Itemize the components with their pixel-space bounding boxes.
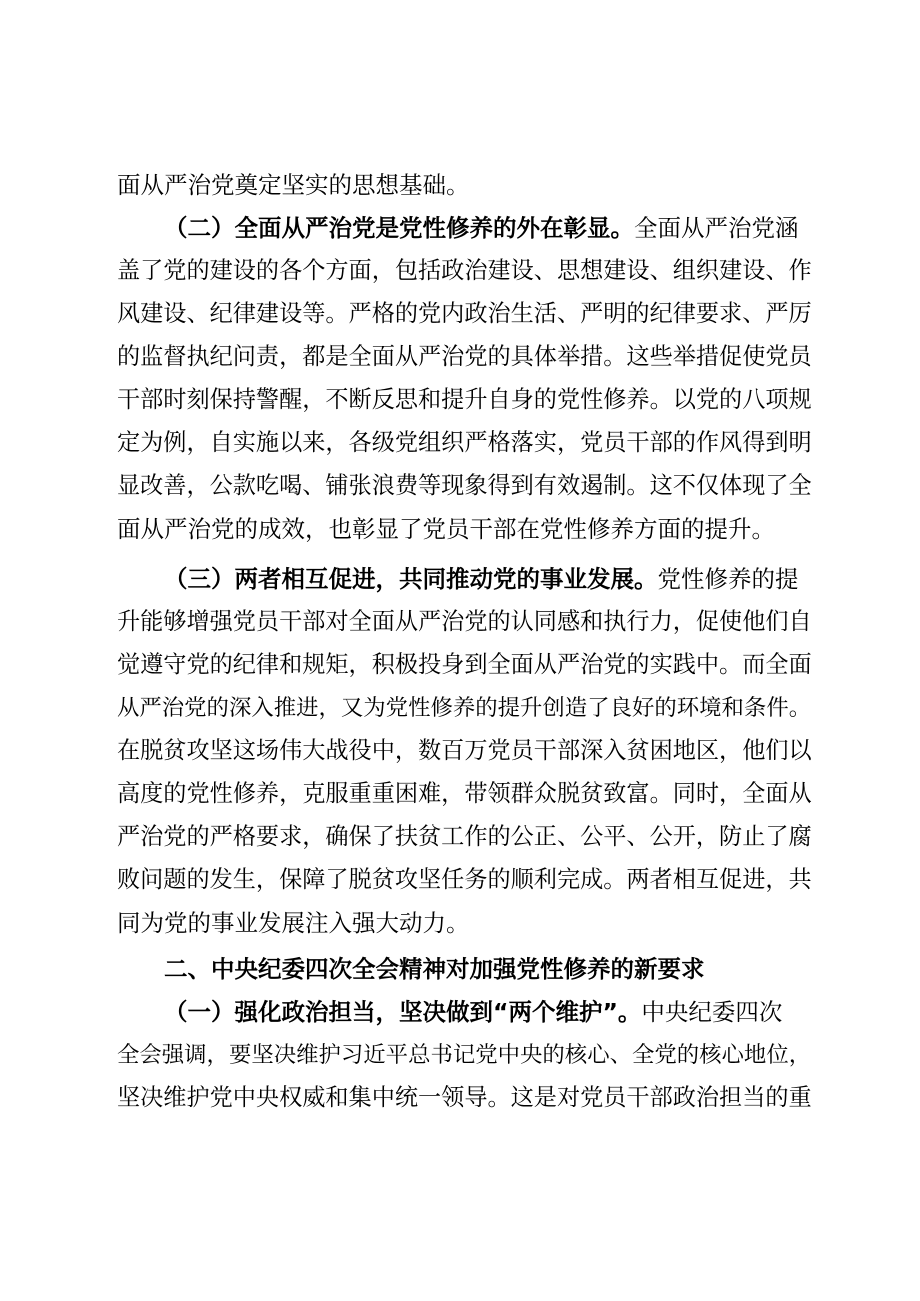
- para4-first-line: [164, 997, 782, 1027]
- intro-line: 面从严治党奠定坚实的思想基础。: [117, 171, 470, 199]
- para2-line: 风建设、纪律建设等。严格的党内政治生活、严明的纪律要求、严厉: [117, 300, 812, 327]
- para3-line: 高度的党性修养，克服重重困难，带领群众脱贫致富。同时，全面从: [117, 780, 812, 807]
- para2-first-line: [164, 213, 799, 243]
- para3-line: 严治党的严格要求，确保了扶贫工作的公正、公平、公开，防止了腐: [117, 823, 812, 850]
- para2-line: 盖了党的建设的各个方面，包括政治建设、思想建设、组织建设、作: [117, 257, 812, 284]
- para3-line: 觉遵守党的纪律和规矩，积极投身到全面从严治党的实践中。而全面: [117, 651, 812, 678]
- para2-first-tail: 全面从严治党涵: [634, 214, 799, 242]
- para3-line: 从严治党的深入推进，又为党性修养的提升创造了良好的环境和条件。: [117, 695, 812, 721]
- para2-line: 面从严治党的成效，也彰显了党员干部在党性修养方面的提升。: [117, 515, 775, 543]
- para2-line: 干部时刻保持警醒，不断反思和提升自身的党性修养。以党的八项规: [117, 386, 812, 413]
- para3-first-line: [164, 564, 799, 594]
- para4-line: 全会强调，要坚决维护习近平总书记党中央的核心、全党的核心地位，: [117, 1042, 812, 1068]
- para4-first-tail: 中央纪委四次: [641, 998, 783, 1026]
- para2-line: 显改善，公款吃喝、铺张浪费等现象得到有效遏制。这不仅体现了全: [117, 472, 812, 499]
- para3-first-tail: 党性修养的提: [657, 565, 799, 593]
- para4-lead: （一）强化政治担当，坚决做到“两个维护”。: [164, 998, 642, 1026]
- para2-lead: （二）全面从严治党是党性修养的外在彰显。: [164, 214, 634, 242]
- para3-lead: （三）两者相互促进，共同推动党的事业发展。: [164, 565, 658, 593]
- section-heading: 二、中央纪委四次全会精神对加强党性修养的新要求: [164, 955, 705, 983]
- para2-line: 的监督执纪问责，都是全面从严治党的具体举措。这些举措促使党员: [117, 343, 812, 370]
- para2-line: 定为例，自实施以来，各级党组织严格落实，党员干部的作风得到明: [117, 429, 812, 456]
- para3-line: 在脱贫攻坚这场伟大战役中，数百万党员干部深入贫困地区，他们以: [117, 737, 812, 764]
- para3-line: 升能够增强党员干部对全面从严治党的认同感和执行力，促使他们自: [117, 608, 812, 635]
- para4-line: 坚决维护党中央权威和集中统一领导。这是对党员干部政治担当的重: [117, 1084, 812, 1111]
- para3-line: 同为党的事业发展注入强大动力。: [117, 909, 470, 937]
- para3-line: 败问题的发生，保障了脱贫攻坚任务的顺利完成。两者相互促进，共: [117, 866, 812, 893]
